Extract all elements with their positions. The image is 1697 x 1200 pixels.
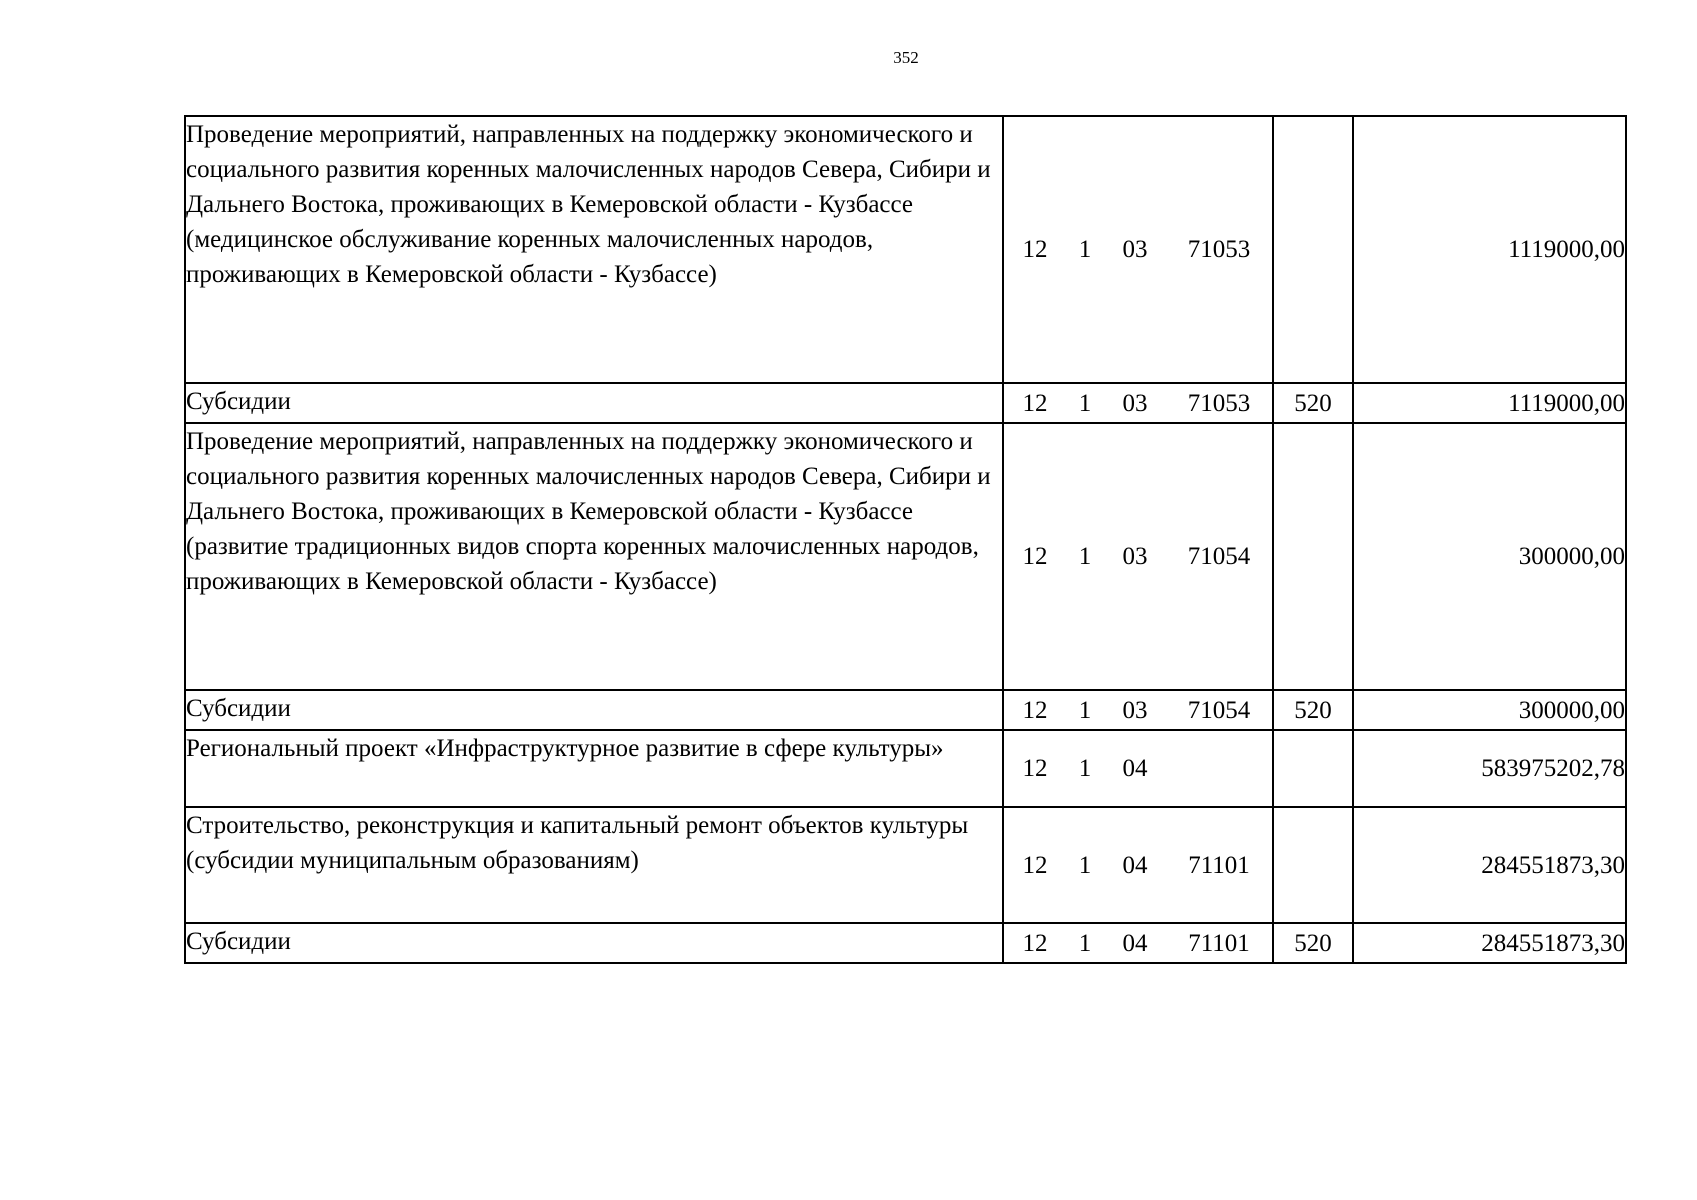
row-description: Проведение мероприятий, направленных на поддержку экономического и социального развития коренных малочисленных народов Севера, Сибири и Дальнего Востока, проживающих в Кемеровской области - Кузбассе (медицинское обслуживание коренных малочисленных народов, проживающих в Кемеровской области - Кузбассе) <box>185 116 1003 383</box>
row-codes <box>1003 923 1273 963</box>
amount: 284551873,30 <box>1353 923 1626 963</box>
section-code: 04 <box>1122 851 1148 879</box>
direction-code: 71053 <box>1187 389 1251 417</box>
amount: 583975202,78 <box>1353 730 1626 807</box>
budget-table <box>184 115 1627 964</box>
amount: 300000,00 <box>1353 690 1626 730</box>
expense-type <box>1273 807 1353 923</box>
amount: 1119000,00 <box>1353 116 1626 383</box>
section-code: 04 <box>1122 755 1148 782</box>
table-row <box>185 116 1626 383</box>
expense-type: 520 <box>1273 690 1353 730</box>
direction-code: 71054 <box>1187 543 1251 570</box>
row-description: Субсидии <box>185 383 1003 423</box>
table-row <box>185 423 1626 690</box>
row-description: Проведение мероприятий, направленных на поддержку экономического и социального развития коренных малочисленных народов Севера, Сибири и Дальнего Востока, проживающих в Кемеровской области - Кузбассе (развитие традиционных видов спорта коренных малочисленных народов, проживающих в Кемеровской области - Кузбассе) <box>185 423 1003 690</box>
amount: 284551873,30 <box>1353 807 1626 923</box>
program-code: 12 <box>1022 851 1048 879</box>
row-codes <box>1003 807 1273 923</box>
table-row <box>185 383 1626 423</box>
direction-code: 71054 <box>1187 696 1251 724</box>
row-description: Региональный проект «Инфраструктурное развитие в сфере культуры» <box>185 730 1003 807</box>
amount: 300000,00 <box>1353 423 1626 690</box>
program-code: 12 <box>1022 929 1048 957</box>
section-code: 03 <box>1122 543 1148 570</box>
expense-type <box>1273 116 1353 383</box>
row-codes <box>1003 383 1273 423</box>
row-codes <box>1003 730 1273 807</box>
program-code: 12 <box>1022 755 1048 782</box>
section-code: 04 <box>1122 929 1148 957</box>
table-row <box>185 690 1626 730</box>
row-codes <box>1003 116 1273 383</box>
subprogram-code: 1 <box>1078 929 1092 957</box>
expense-type: 520 <box>1273 383 1353 423</box>
table-row <box>185 807 1626 923</box>
direction-code: 71101 <box>1188 929 1250 957</box>
expense-type <box>1273 423 1353 690</box>
table-row <box>185 923 1626 963</box>
section-code: 03 <box>1122 236 1148 263</box>
program-code: 12 <box>1022 236 1048 263</box>
direction-code: 71101 <box>1188 851 1250 879</box>
section-code: 03 <box>1122 696 1148 724</box>
row-description: Строительство, реконструкция и капитальный ремонт объектов культуры (субсидии муниципальным образованиям) <box>185 807 1003 923</box>
subprogram-code: 1 <box>1078 696 1092 724</box>
page-number: 352 <box>893 48 919 67</box>
expense-type: 520 <box>1273 923 1353 963</box>
row-description: Субсидии <box>185 690 1003 730</box>
section-code: 03 <box>1122 389 1148 417</box>
subprogram-code: 1 <box>1078 851 1092 879</box>
row-description: Субсидии <box>185 923 1003 963</box>
table-row <box>185 730 1626 807</box>
program-code: 12 <box>1022 389 1048 417</box>
program-code: 12 <box>1022 696 1048 724</box>
expense-type <box>1273 730 1353 807</box>
subprogram-code: 1 <box>1078 755 1092 782</box>
subprogram-code: 1 <box>1078 543 1092 570</box>
subprogram-code: 1 <box>1078 389 1092 417</box>
program-code: 12 <box>1022 543 1048 570</box>
amount: 1119000,00 <box>1353 383 1626 423</box>
row-codes <box>1003 423 1273 690</box>
row-codes <box>1003 690 1273 730</box>
subprogram-code: 1 <box>1078 236 1092 263</box>
direction-code: 71053 <box>1187 236 1251 263</box>
